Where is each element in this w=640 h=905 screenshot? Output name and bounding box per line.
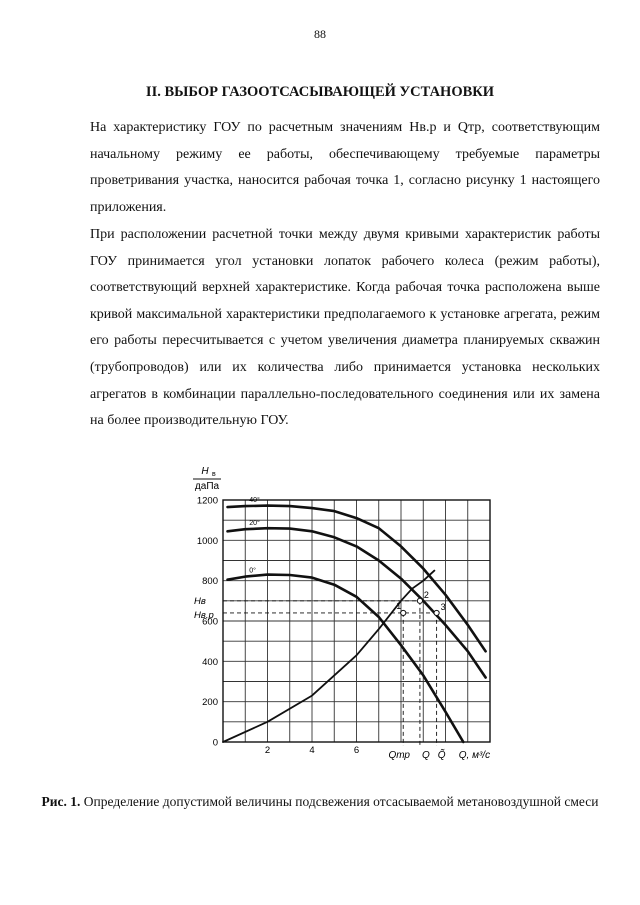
y-tick-label: 0 <box>212 737 218 749</box>
y-tick-label: 400 <box>202 656 218 668</box>
chart-svg <box>185 462 525 782</box>
x-tick-label: 2 <box>264 745 271 756</box>
chart-grid <box>223 500 490 742</box>
figure-caption-text: Определение допустимой величины подсвежения отсасываемой метановоздушной смеси <box>83 794 599 809</box>
y-mark-hvr: Hв.р <box>194 609 214 621</box>
working-point-label: 3 <box>440 601 446 612</box>
x-mark-label: Q̃ <box>437 750 446 761</box>
chart-marks <box>194 590 446 761</box>
y-tick-label: 1200 <box>196 495 218 507</box>
series-label: 20° <box>249 520 260 528</box>
fan-characteristic-chart <box>185 462 525 782</box>
y-tick-label: 600 <box>202 616 218 628</box>
x-axis-label: Q, м³/с <box>458 750 491 761</box>
paragraph-2 <box>90 222 600 435</box>
y-mark-hv: Hв <box>194 595 206 607</box>
y-axis-unit: даПа <box>194 481 220 492</box>
working-point-label: 1 <box>396 600 402 611</box>
working-point <box>434 610 439 615</box>
figure-caption-label: Рис. 1. <box>41 794 81 809</box>
y-tick-label: 800 <box>202 576 218 588</box>
working-point <box>401 610 406 615</box>
y-axis-label: H <box>201 466 209 477</box>
section-heading: II. ВЫБОР ГАЗООТСАСЫВАЮЩЕЙ УСТАНОВКИ <box>145 84 495 100</box>
x-tick-label: 6 <box>353 745 360 756</box>
paragraph-1-text: На характеристику ГОУ по расчетным значениям Hв.р и Qтр, соответствующим начальному режиму ее работы, обеспечивающему требуемые параметры проветривания участка, наносится рабочая точка 1, согласно рисунку 1 настоящего приложения. <box>90 120 600 215</box>
figure-caption <box>0 787 640 817</box>
paragraph-1 <box>90 115 600 221</box>
y-tick-label: 200 <box>202 697 218 709</box>
series-label: 0° <box>249 567 256 575</box>
working-point <box>417 598 422 603</box>
series-line <box>223 571 434 742</box>
paragraph-2-text: При расположении расчетной точки между двумя кривыми характеристик работы ГОУ принимается угол установки лопаток рабочего колеса (режим работы), соответствующий верхней характеристике. Когда рабочая точка расположена выше кривой максимальной характеристики предполагаемого к установке агрегата, режим его работы пересчитывается с учетом увеличения диаметра планируемых скважин (трубопроводов) или их количества либо принимается установка нескольких агрегатов в комбинации параллельно-последовательного соединения или их замена на более производительную ГОУ. <box>90 227 600 429</box>
x-mark-label: Q <box>422 750 430 761</box>
y-tick-label: 1000 <box>196 535 218 547</box>
page-number: 88 <box>314 27 326 41</box>
y-axis-label-subscript: в <box>212 471 216 478</box>
series-label: 40° <box>249 497 260 505</box>
x-mark-label: Qтр <box>388 750 411 761</box>
chart-series <box>223 496 486 742</box>
x-tick-label: 4 <box>309 745 315 756</box>
working-point-label: 2 <box>423 589 429 600</box>
